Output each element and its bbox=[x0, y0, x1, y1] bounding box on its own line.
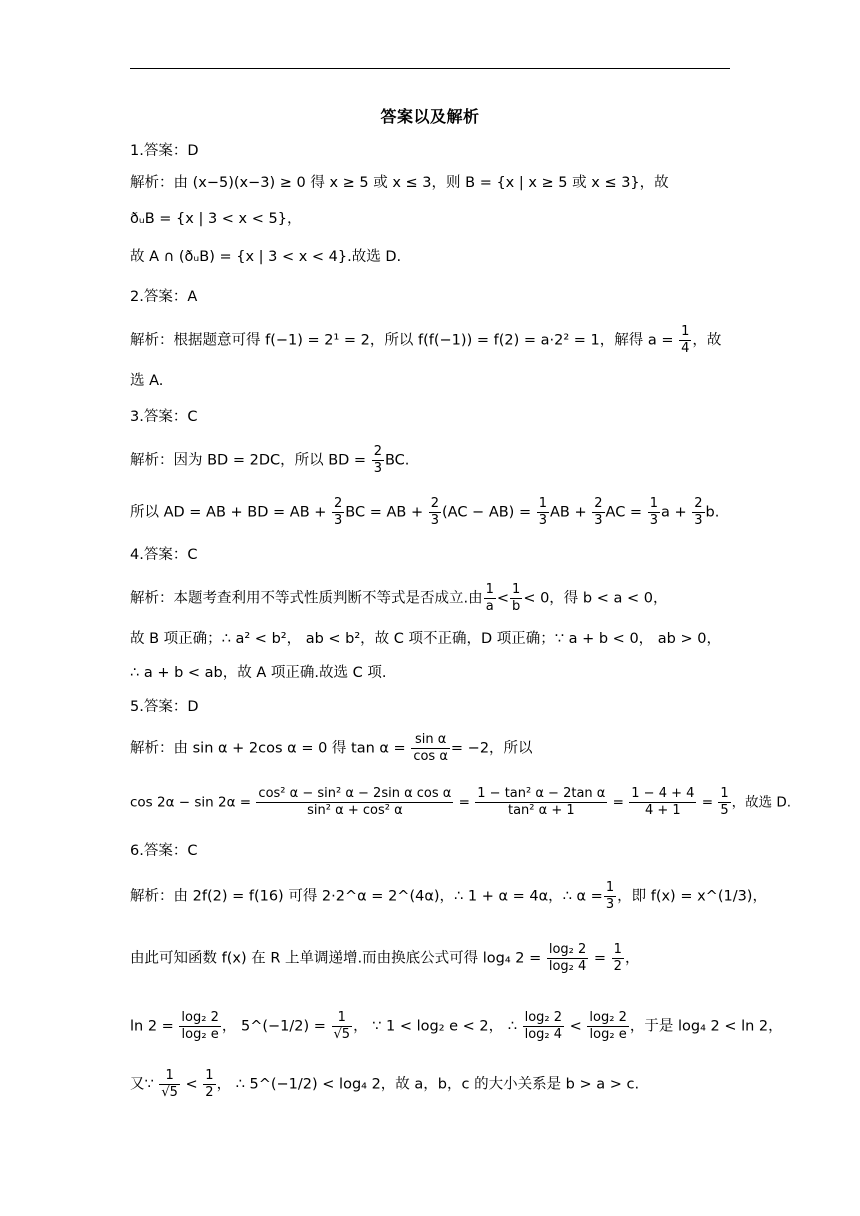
explanation-2-line-2: 选 A. bbox=[130, 373, 164, 389]
explanation-3-line-2: 所以 AD = AB + BD = AB + $\frac{2}{3}$ BC = AB + $\frac{2}{3}$ (AC − AB) = $\frac{1}{3}$ AB + $\frac{2}{3}$ AC = $\frac{1}{3}$ a + $\frac{2}{3}$ b. bbox=[130, 496, 720, 528]
answer-5: 5.答案：D bbox=[130, 699, 199, 715]
fraction: $\frac{1}{4}$ bbox=[681, 324, 690, 356]
explanation-6-line-2: 由此可知函数 f(x) 在 R 上单调递增.而由换底公式可得 log₄ 2 = $\frac{\text{log₂ 2}}{\text{log₂ 4}}$ = $\frac{1}{2}$ ， bbox=[130, 942, 640, 974]
explanation-1-line-1: 解析：由 (x−5)(x−3) ≥ 0 得 x ≥ 5 或 x ≤ 3，则 B = {x | x ≥ 5 或 x ≤ 3}，故 bbox=[130, 175, 669, 191]
explanation-4-line-1: 解析：本题考查利用不等式性质判断不等式是否成立.由 $\frac{1}{a}$ < $\frac{1}{b}$ < 0，得 b < a < 0， bbox=[130, 582, 668, 614]
answer-3: 3.答案：C bbox=[130, 409, 198, 425]
explanation-5-line-2: cos 2α − sin 2α = $\frac{\text{cos² α − sin² α − 2sin α cos α}}{\text{sin² α + cos² α}}$ = $\frac{\text{1 − tan² α − 2tan α}}{\text{tan² α + 1}}$ = $\frac{1 - 4 + 4}{4 + 1}$ = $\frac{1}{5}$ ，故选 D. bbox=[130, 786, 792, 818]
explanation-2-line-1: 解析：根据题意可得 f(−1) = 2¹ = 2，所以 f(f(−1)) = f(2) = a·2² = 1，解得 a = $\frac{1}{4}$ ，故 bbox=[130, 324, 722, 356]
explanation-6-line-3: ln 2 = $\frac{\text{log₂ 2}}{\text{log₂ e}}$ ， 5^(−1/2) = $\frac{1}{√5}$ ， ∵ 1 < log₂ e < 2， ∴ $\frac{\text{log₂ 2}}{\text{log₂ 4}}$ < $\frac{\text{log₂ 2}}{\text{log₂ e}}$ ，于是 log₄ 2 < ln 2， bbox=[130, 1010, 783, 1042]
explanation-6-line-1: 解析：由 2f(2) = f(16) 可得 2·2^α = 2^(4α)，∴ 1 + α = 4α，∴ α = $\frac{1}{3}$ ，即 f(x) = x^(1/3)， bbox=[130, 880, 767, 912]
answer-6: 6.答案：C bbox=[130, 843, 198, 859]
explanation-1-line-2: ðᵤB = {x | 3 < x < 5}， bbox=[130, 211, 302, 227]
header-rule bbox=[130, 68, 730, 69]
explanation-4-line-2: 故 B 项正确；∴ a² < b²， ab < b²，故 C 项不正确，D 项正确；∵ a + b < 0， ab > 0， bbox=[130, 631, 721, 647]
page-title: 答案以及解析 bbox=[380, 107, 480, 126]
explanation-3-line-1: 解析：因为 BD = 2DC，所以 BD = $\frac{2}{3}$ BC. bbox=[130, 444, 410, 476]
explanation-6-line-4: 又∵ $\frac{1}{√5}$ < $\frac{1}{2}$ ， ∴ 5^(−1/2) < log₄ 2，故 a，b，c 的大小关系是 b > a > c. bbox=[130, 1068, 640, 1100]
explanation-1-line-3: 故 A ∩ (ðᵤB) = {x | 3 < x < 4}.故选 D. bbox=[130, 249, 402, 265]
answer-1: 1.答案：D bbox=[130, 143, 199, 159]
explanation-5-line-1: 解析：由 sin α + 2cos α = 0 得 tan α = $\frac{\text{sin α}}{\text{cos α}}$ = −2，所以 bbox=[130, 732, 533, 764]
answer-4: 4.答案：C bbox=[130, 547, 198, 563]
explanation-4-line-3: ∴ a + b < ab，故 A 项正确.故选 C 项. bbox=[130, 665, 387, 681]
answer-2: 2.答案：A bbox=[130, 289, 198, 305]
